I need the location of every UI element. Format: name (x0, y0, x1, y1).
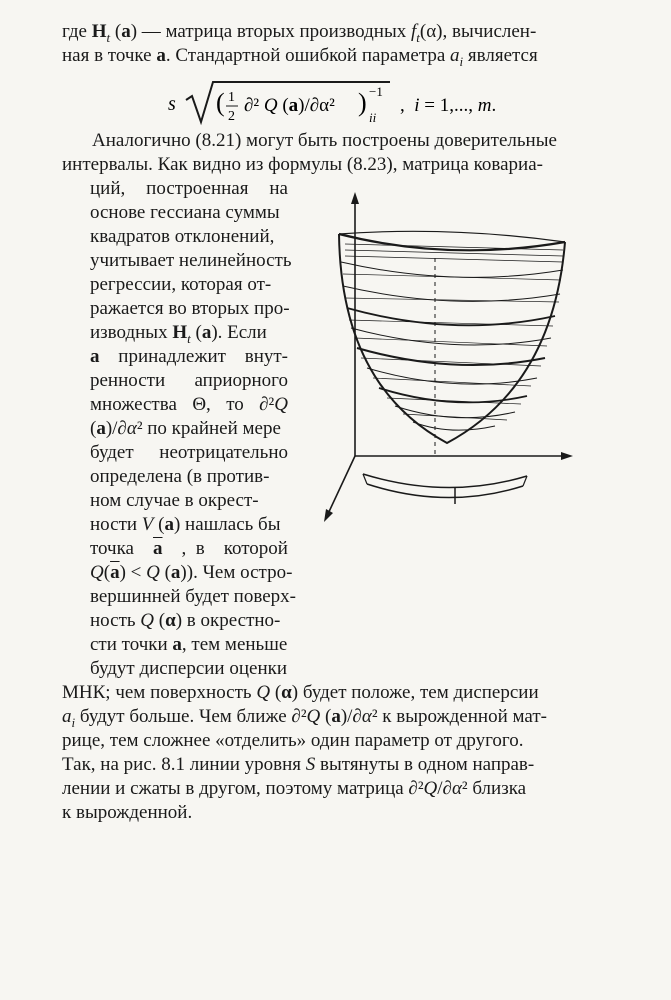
text-line: лении и сжаты в другом, поэтому матрица ∂²Q/∂α² близка (62, 778, 527, 799)
svg-text:): ) (358, 88, 367, 117)
text-line: квадратов отклонений, (90, 226, 275, 247)
svg-text:s: s (168, 93, 176, 115)
text-line: интервалы. Как видно из формулы (8.23), матрица ковариа- (62, 154, 543, 175)
text-line: $a_i$ будут больше. Чем ближе ∂²Q (a)/∂α² к вырожденной мат- (62, 706, 547, 730)
text-line: ности V (a) нашлась бы (90, 514, 281, 535)
text-line: a принадлежит внут- (90, 346, 288, 367)
text-line: рице, тем сложнее «отделить» один параметр от другого. (62, 730, 524, 751)
svg-text:(: ( (216, 88, 225, 117)
text-line: ренности априорного (90, 370, 288, 391)
text-line: ность Q (α) в окрестно- (90, 610, 281, 631)
svg-text:−1: −1 (369, 84, 383, 99)
text-line: учитывает нелинейность (90, 250, 292, 271)
alpha2-axis (327, 456, 355, 516)
text-line: МНК; чем поверхность Q (α) будет положе, тем дисперсии (62, 682, 539, 703)
svg-text:ii: ii (369, 110, 377, 125)
formula-svg (168, 78, 548, 128)
text-line: множества Θ, то ∂²Q (90, 394, 288, 415)
svg-text:2: 2 (228, 109, 235, 124)
svg-text:, i = 1,..., m.: , i = 1,..., m. (400, 95, 497, 116)
text-line: ная в точке a. Стандартной ошибкой параметра $a_i$ является (62, 45, 538, 69)
formula-standard-error (168, 78, 548, 123)
text-line: определена (в против- (90, 466, 270, 487)
figure-8-1 (315, 188, 615, 533)
text-line: к вырожденной. (62, 802, 193, 823)
text-line: основе гессиана суммы (90, 202, 280, 223)
text-line: будет неотрицательно (90, 442, 288, 463)
text-line: ражается во вторых про- (90, 298, 290, 319)
svg-text:∂² Q (a)/∂α²: ∂² Q (a)/∂α² (244, 95, 335, 116)
text-line (62, 130, 612, 152)
text-line: ций, построенная на (90, 178, 288, 199)
svg-text:1: 1 (228, 90, 235, 105)
text-segment: где $H_t$ (a) — матрица вторых производных $f_t(\alpha)$, вычислен- (62, 21, 537, 45)
text-line: ном случае в окрест- (90, 490, 259, 511)
text-segment: Аналогично (8.21) могут быть построены доверительные (92, 130, 557, 151)
ravine-surface-plot (315, 188, 615, 533)
text-line: Так, на рис. 8.1 линии уровня S вытянуты в одном направ- (62, 754, 535, 775)
text-line: $Q(\overline{a}) < Q$ (a)). Чем остро- (90, 562, 293, 583)
text-line: (a)/∂α² по крайней мере (90, 418, 281, 439)
text-line: точка $\overline{a}$ , в которой (90, 538, 288, 559)
text-line: сти точки a, тем меньше (90, 634, 288, 655)
text-line: изводных $H_t$ (a). Если (90, 322, 267, 346)
text-line: вершинней будет поверх- (90, 586, 296, 607)
text-line: будут дисперсии оценки (90, 658, 288, 679)
text-line: регрессии, которая от- (90, 274, 272, 295)
